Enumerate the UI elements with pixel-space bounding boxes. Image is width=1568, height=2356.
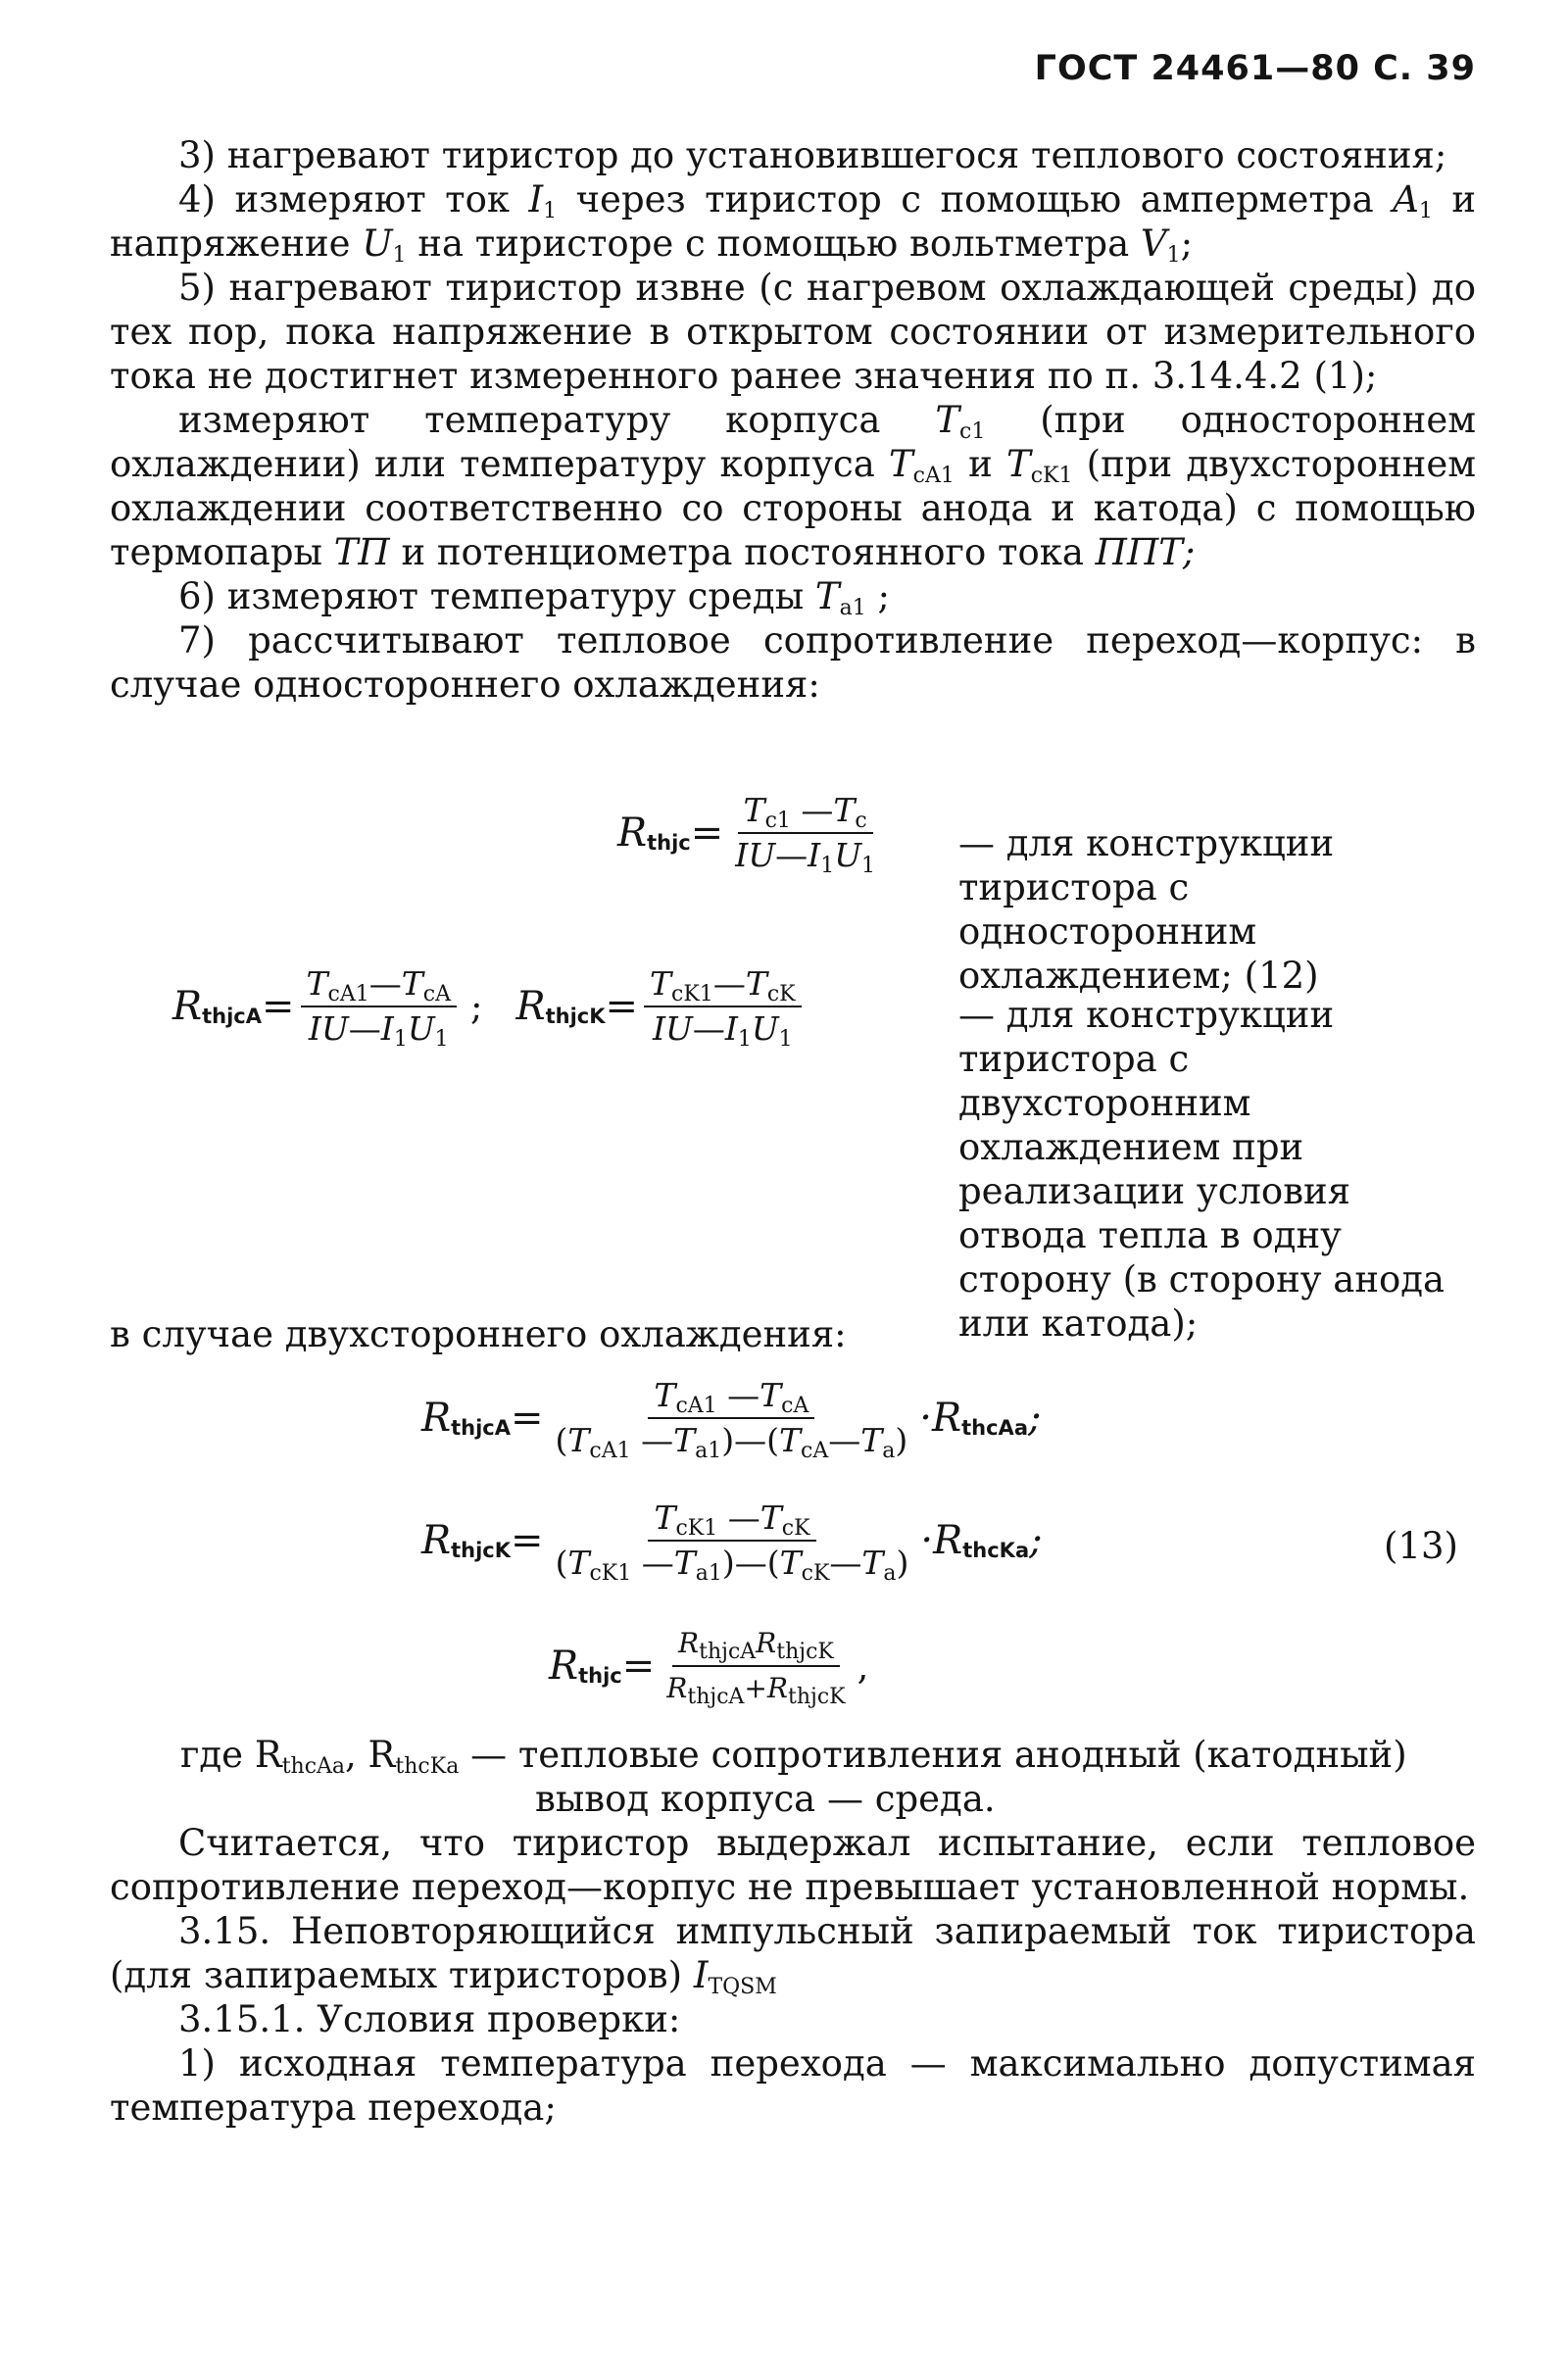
condition-1: 1) исходная температура перехода — максимально допустимая температура перехода; [110,2042,1476,2129]
body-text-top [110,133,1476,707]
body-text-bottom [110,1821,1476,2130]
where-definition: где $R_{thcAa}$, $R_{thcKa}$ — тепловые сопротивления анодный (катодный) вывод корпуса — среда. [180,1734,1407,1820]
formula-12b-caption: — для конструкции тиристора с двухсторонним охлаждением при реализации условия отвода тепла в одну сторону (в сторону анода или катода); [958,994,1446,1345]
formula-12-caption: — для конструкции тиристора с односторонним охлаждением; (12) [958,822,1335,997]
two-sided-label: в случае двухстороннего охлаждения: [110,1313,847,1355]
formula-rthjc-single: $R_{thjc}=$ $\frac{T_{c1} —T_c}{IU—I_1U_1}$ [617,791,875,878]
formula-rthjck-double: $R_{thjcK}=$ $\frac{T_{cK1} —T_{cK}}{(T_{cK1} —T_{a1})—(T_{cK}—T_a)}$ $\cdot R_{thcKa}$; [421,1498,1043,1586]
formula-rthjca-double: $R_{thjcA}=$ $\frac{T_{cA1} —T_{cA}}{(T_{cA1} —T_{a1})—(T_{cA}—T_a)}$ $\cdot R_{thcAa}$; [421,1376,1042,1463]
item-4: 4) измеряют ток $I_1$ через тиристор с помощью амперметра $A_1$ и напряжение $U_1$ на тиристоре с помощью вольтметра $V_1$; [110,178,1476,268]
formula-rthjc-double: $R_{thjc}=$ $\frac{R_{thjcA}R_{thjcK}}{R_{thjcA}+R_{thjcK}}$ , [549,1627,869,1709]
section-3-15-1: 3.15.1. Условия проверки: [178,1998,681,2040]
equation-number-13: (13) [1384,1525,1458,1567]
formula-rthjca-rthjck-single: $R_{thjcA}=$ $\frac{T_{cA1}—T_{cA}}{IU—I_1U_1}$ ; $R_{thjcK}=$ $\frac{T_{cK1}—T_{cK}}{IU—I_1U_1}$ [172,965,808,1048]
item-7: 7) рассчитывают тепловое сопротивление переход—корпус: в случае одностороннего охлаждения: [110,619,1476,706]
page-header: ГОСТ 24461—80 С. 39 [1034,49,1476,88]
closing-paragraph: Считается, что тиристор выдержал испытание, если тепловое сопротивление переход—корпус не превышает установленной нормы. [110,1822,1476,1908]
item-3: 3) нагревают тиристор до установившегося теплового состояния; [178,134,1447,176]
item-5: 5) нагревают тиристор извне (с нагревом охлаждающей среды) до тех пор, пока напряжение в открытом состоянии от измерительного тока не достигнет измеренного ранее значения по п. 3.14.4.2 (1); [110,267,1476,397]
item-5-measure: измеряют температуру корпуса $T_{c1}$ (при одностороннем охлаждении) или температуру корпуса $T_{cA1}$ и $T_{cK1}$ (при двухстороннем охлаждении соответственно со стороны анода и катода) с помощью термопары ТП и потенциометра постоянного тока ППТ; [110,399,1477,573]
item-6: 6) измеряют температуру среды $T_{a1}$ ; [178,575,890,620]
section-3-15: 3.15. Неповторяющийся импульсный запираемый ток тиристора (для запираемых тиристоров) $I_{TQSM}$ [110,1910,1476,1999]
